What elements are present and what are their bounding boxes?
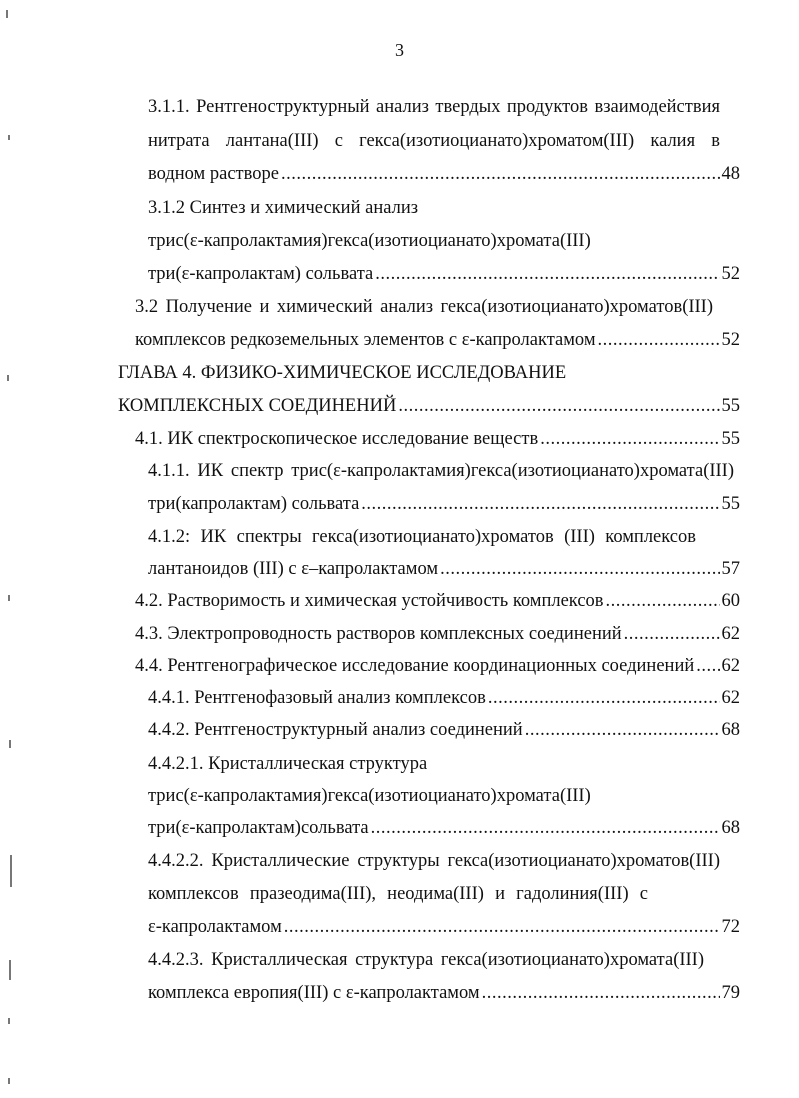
scan-artifact: [10, 855, 12, 887]
toc-page-number: 62: [721, 624, 740, 644]
toc-chapter-heading: ГЛАВА 4. ФИЗИКО-ХИМИЧЕСКОЕ ИССЛЕДОВАНИЕ: [118, 363, 567, 383]
toc-line: 4.1.2: ИК спектры гекса(изотиоцианато)хроматов (III) комплексов: [148, 527, 696, 547]
scan-artifact: [8, 135, 10, 140]
toc-page-number: 52: [721, 330, 740, 350]
toc-entry[interactable]: 4.2. Растворимость и химическая устойчивость комплексов ..... 60: [135, 586, 740, 616]
toc-line: 4.1.1. ИК спектр трис(ε-капролактамия)гекса(изотиоцианато)хромата(III): [148, 461, 734, 481]
toc-line: 4.4.2.1. Кристаллическая структура: [148, 754, 428, 774]
scan-artifact: [9, 740, 11, 748]
toc-line: 3.1.1. Рентгеноструктурный анализ твердых продуктов взаимодействия: [148, 97, 720, 117]
scan-artifact: [8, 1018, 10, 1024]
toc-entry[interactable]: 4.4. Рентгенографическое исследование координационных соединений ..... 62: [135, 651, 740, 681]
scan-artifact: [9, 960, 11, 980]
toc-line: 3.1.2 Синтез и химический анализ: [148, 198, 419, 218]
toc-page-number: 52: [721, 264, 740, 284]
scan-artifact: [8, 1078, 10, 1084]
toc-entry[interactable]: 4.3. Электропроводность растворов комплексных соединений ..... 62: [135, 619, 740, 649]
toc-line: 4.4.2.3. Кристаллическая структура гекса(изотиоцианато)хромата(III): [148, 950, 704, 970]
scan-artifact: [6, 10, 8, 18]
toc-line: 4.4.2.2. Кристаллические структуры гекса(изотиоцианато)хроматов(III): [148, 851, 720, 871]
toc-entry[interactable]: КОМПЛЕКСНЫХ СОЕДИНЕНИЙ ..... 55: [118, 391, 740, 421]
toc-page-number: 55: [721, 429, 740, 449]
toc-line: комплексов празеодима(III), неодима(III) и гадолиния(III) с: [148, 884, 648, 904]
toc-entry[interactable]: ε-капролактамом ..... 72: [148, 912, 740, 942]
page-number: 3: [395, 40, 404, 60]
toc-page-number: 68: [721, 818, 740, 838]
toc-page-number: 55: [721, 396, 740, 416]
scan-artifact: [8, 595, 10, 601]
toc-page-number: 72: [721, 917, 740, 937]
toc-entry[interactable]: 4.4.2. Рентгеноструктурный анализ соединений ..... 68: [148, 715, 740, 745]
toc-page-number: 62: [721, 688, 740, 708]
toc-page-number: 68: [721, 720, 740, 740]
toc-page-number: 55: [721, 494, 740, 514]
toc-line: трис(ε-капролактамия)гекса(изотиоцианато)хромата(III): [148, 231, 591, 251]
toc-entry[interactable]: 4.4.1. Рентгенофазовый анализ комплексов ..... 62: [148, 683, 740, 713]
toc-entry[interactable]: три(капролактам) сольвата ..... 55: [148, 489, 740, 519]
toc-entry[interactable]: комплекса европия(III) с ε-капролактамом ..... 79: [148, 978, 740, 1008]
toc-page-number: 62: [721, 656, 740, 676]
toc-page-number: 79: [721, 983, 740, 1003]
toc-page-number: 48: [721, 164, 740, 184]
toc-entry[interactable]: лантаноидов (III) с ε–капролактамом ..... 57: [148, 554, 740, 584]
toc-line: 3.2 Получение и химический анализ гекса(изотиоцианато)хроматов(III): [135, 297, 713, 317]
toc-line: трис(ε-капролактамия)гекса(изотиоцианато)хромата(III): [148, 786, 591, 806]
toc-page-number: 57: [721, 559, 740, 579]
toc-entry[interactable]: водном растворе ..... 48: [148, 159, 740, 189]
toc-entry[interactable]: три(ε-капролактам) сольвата ..... 52: [148, 259, 740, 289]
toc-line: нитрата лантана(III) с гекса(изотиоцианато)хроматом(III) калия в: [148, 131, 720, 151]
toc-entry[interactable]: 4.1. ИК спектроскопическое исследование веществ ..... 55: [135, 424, 740, 454]
toc-entry[interactable]: комплексов редкоземельных элементов с ε-капролактамом ..... 52: [135, 325, 740, 355]
toc-entry[interactable]: три(ε-капролактам)сольвата ..... 68: [148, 813, 740, 843]
toc-page-number: 60: [721, 591, 740, 611]
scan-artifact: [7, 375, 9, 381]
